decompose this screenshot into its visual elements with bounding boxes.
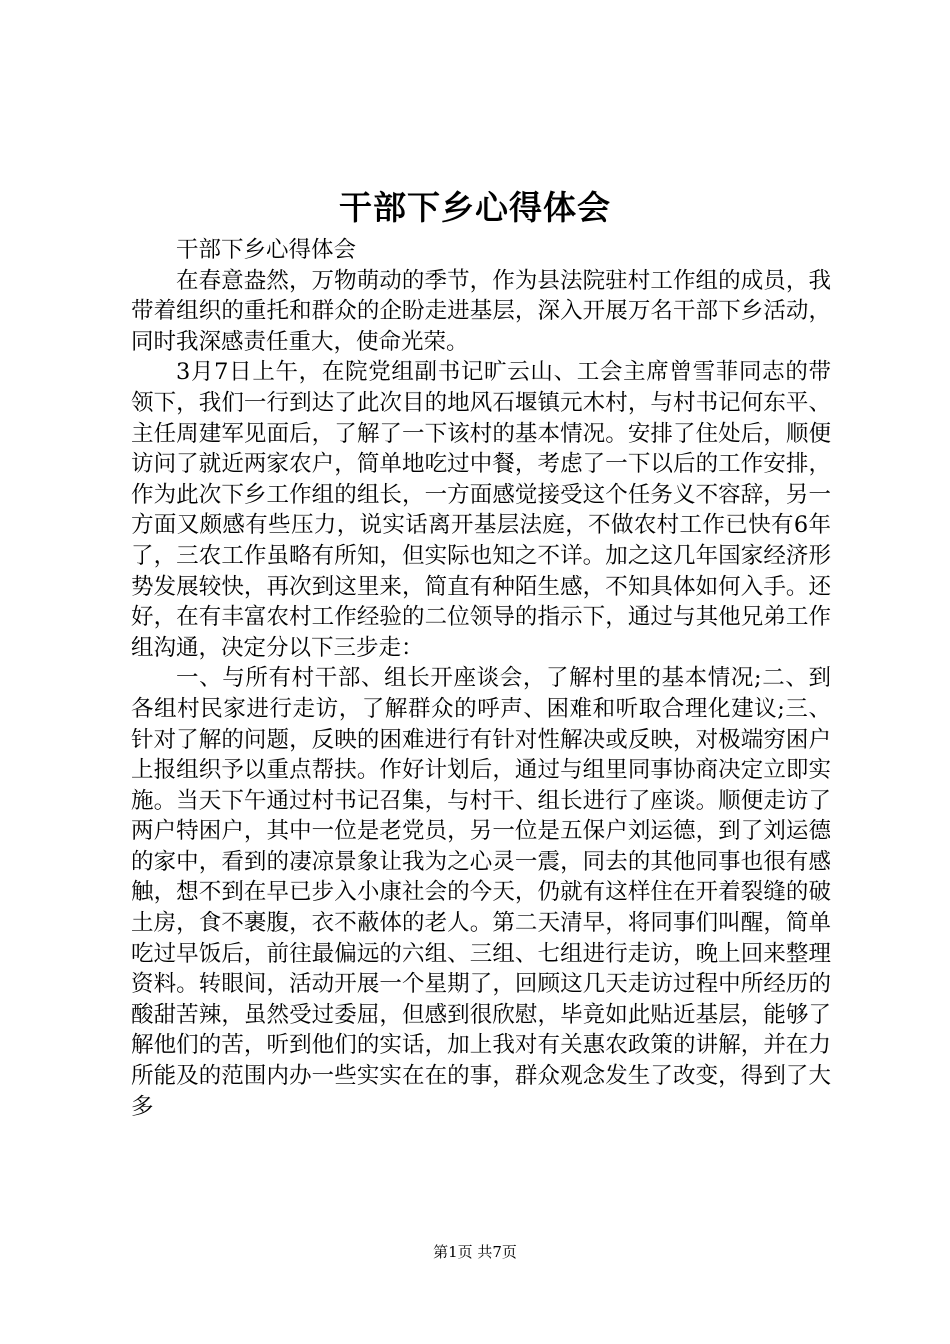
paragraph-arrival: 3月7日上午，在院党组副书记旷云山、工会主席曾雪菲同志的带领下，我们一行到达了此次目的地风石堰镇元木村，与村书记何东平、主任周建军见面后，了解了一下该村的基本情况。安排了住处后，顺便访问了就近两家农户，简单地吃过中餐，考虑了一下以后的工作安排，作为此次下乡工作组的组长，一方面感觉接受这个任务义不容辞，另一方面又颇感有些压力，说实话离开基层法庭，不做农村工作已快有6年了，三农工作虽略有所知，但实际也知之不详。加之这几年国家经济形势发展较快，再次到这里来，简直有种陌生感，不知具体如何入手。还好，在有丰富农村工作经验的二位领导的指示下，通过与其他兄弟工作组沟通，决定分以下三步走：	[131, 359, 831, 661]
paragraph-intro: 在春意盎然，万物萌动的季节，作为县法院驻村工作组的成员，我带着组织的重托和群众的企盼走进基层，深入开展万名干部下乡活动，同时我深感责任重大，使命光荣。	[131, 267, 831, 355]
document-body	[131, 235, 831, 1122]
page-number-footer: 第1页 共7页	[433, 1243, 517, 1261]
document-title: 干部下乡心得体会	[339, 188, 611, 227]
paragraph-plan: 一、与所有村干部、组长开座谈会，了解村里的基本情况;二、到各组村民家进行走访，了解群众的呼声、困难和听取合理化建议;三、针对了解的问题，反映的困难进行有针对性解决或反映，对极端穷困户上报组织予以重点帮扶。作好计划后，通过与组里同事协商决定立即实施。当天下午通过村书记召集，与村干、组长进行了座谈。顺便走访了两户特困户，其中一位是老党员，另一位是五保户刘运德，到了刘运德的家中，看到的凄凉景象让我为之心灵一震，同去的其他同事也很有感触，想不到在早已步入小康社会的今天，仍就有这样住在开着裂缝的破土房，食不裹腹，衣不蔽体的老人。第二天清早，将同事们叫醒，简单吃过早饭后，前往最偏远的六组、三组、七组进行走访，晚上回来整理资料。转眼间，活动开展一个星期了，回顾这几天走访过程中所经历的酸甜苦辣，虽然受过委屈，但感到很欣慰，毕竟如此贴近基层，能够了解他们的苦，听到他们的实话，加上我对有关惠农政策的讲解，并在力所能及的范围内办一些实实在在的事，群众观念发生了改变，得到了大多	[131, 665, 831, 1120]
paragraph-subtitle: 干部下乡心得体会	[176, 237, 357, 263]
